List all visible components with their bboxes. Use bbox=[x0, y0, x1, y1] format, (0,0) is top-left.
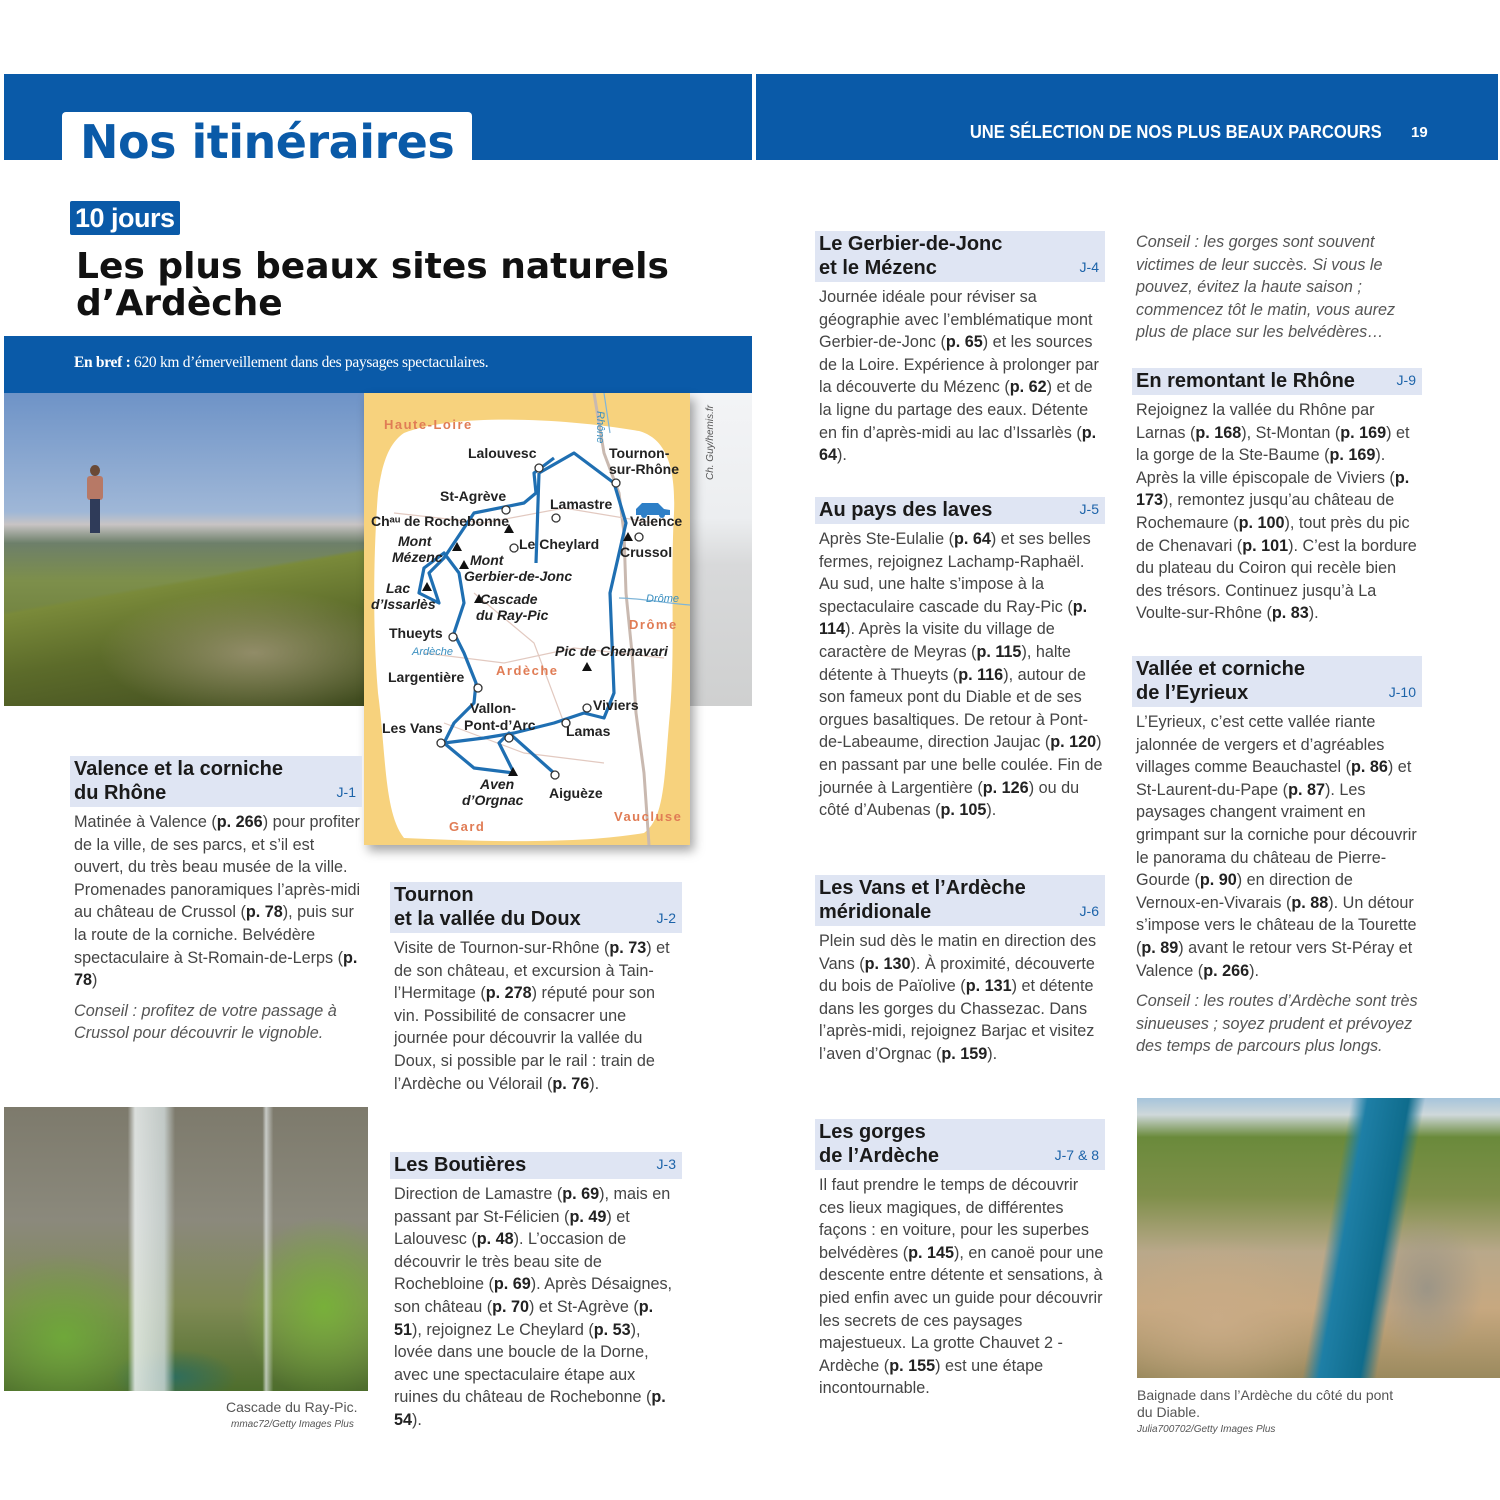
map-place-gerbier: Mont bbox=[470, 552, 504, 568]
day-title: Valence et la corniche bbox=[74, 758, 283, 780]
map-region-ardeche: Ardèche bbox=[496, 663, 559, 678]
section-title: Nos itinéraires bbox=[80, 115, 455, 169]
map-place-vallon-2: Pont-d’Arc bbox=[464, 717, 536, 733]
day-heading bbox=[815, 875, 1105, 926]
day-code: J-7 & 8 bbox=[1054, 1147, 1099, 1163]
cascade-credit: mmac72/Getty Images Plus bbox=[231, 1419, 354, 1430]
brief-summary bbox=[74, 354, 488, 372]
day-heading bbox=[390, 882, 682, 933]
day-heading bbox=[390, 1152, 682, 1179]
day-heading bbox=[815, 1119, 1105, 1170]
map-place-lalouvesc: Lalouvesc bbox=[468, 445, 537, 461]
map-place-tournon: Tournon- bbox=[609, 445, 670, 461]
brief-label: En bref : bbox=[74, 354, 131, 371]
map-place-rochebonne: Chᵃᵘ de Rochebonne bbox=[371, 513, 509, 529]
cascade-caption: Cascade du Ray-Pic. bbox=[226, 1399, 358, 1415]
map-place-mont-mezenc-2: Mézenc bbox=[392, 549, 443, 565]
map-place-mont-mezenc: Mont bbox=[398, 533, 432, 549]
day-title: Les Boutières bbox=[394, 1154, 527, 1176]
day-description: Journée idéale pour réviser sa géographie avec l’emblématique mont Gerbier-de-Jonc (p. 65) et les sources de la Loire. Expérience à prolonger par la découverte du Mézenc (p. 62) et de la ligne du partage des eaux. Détente en fin d’après-midi au lac d’Issarlès (p. 64). bbox=[819, 288, 1099, 465]
map-place-cascade-2: du Ray-Pic bbox=[476, 607, 549, 623]
map-place-cascade: Cascade bbox=[480, 591, 538, 607]
map-place-le-cheylard: Le Cheylard bbox=[519, 536, 600, 552]
river-caption bbox=[1137, 1387, 1393, 1421]
itinerary-day-2 bbox=[390, 882, 682, 1095]
map-place-aven-orgnac: Aven bbox=[480, 776, 515, 792]
map-place-vallon: Vallon- bbox=[470, 700, 516, 716]
day-tip: Conseil : les routes d’Ardèche sont très sinueuses ; soyez prudent et prévoyez des temps de parcours plus longs. bbox=[1136, 992, 1418, 1056]
day-tip: Conseil : profitez de votre passage à Crussol pour découvrir le vignoble. bbox=[74, 1001, 337, 1043]
day-code: J-9 bbox=[1396, 372, 1416, 388]
day-description: Après Ste-Eulalie (p. 64) et ses belles fermes, rejoignez Lachamp-Raphaël. Au sud, une halte s’impose à la spectaculaire cascade du Ray-Pic (p. 114). Après la visite du village de caractère de Meyras (p. 115), halte détente à Thueyts (p. 116), autour de son fameux pont du Diable et de ses orgues basaltiques. De retour à Pont-de-Labeaume, direction Jaujac (p. 120) en passant par une belle coulée. Fin de journée à Largentière (p. 126) ou du côté d’Aubenas (p. 105). bbox=[819, 530, 1103, 820]
itinerary-day-10 bbox=[1132, 656, 1422, 1058]
map-place-largentiere: Largentière bbox=[388, 669, 465, 685]
itinerary-day-5 bbox=[815, 497, 1105, 822]
header-band-right bbox=[756, 74, 1498, 160]
page-title bbox=[76, 248, 716, 322]
day-description: Il faut prendre le temps de découvrir ces lieux magiques, de différentes façons : en voiture, pour les superbes belvédères (p. 145), en canoë pour une descente entre détente et sensations, à pied enfin avec un guide pour découvrir les secrets de ces paysages majestueux. La grotte Chauvet 2 - Ardèche (p. 155) est une étape incontournable. bbox=[819, 1176, 1104, 1398]
river-caption-line2: du Diable. bbox=[1137, 1404, 1201, 1420]
day-title: En remontant le Rhône bbox=[1136, 370, 1355, 392]
map-place-crussol: Crussol bbox=[620, 544, 673, 560]
running-header: UNE SÉLECTION DE NOS PLUS BEAUX PARCOURS bbox=[970, 122, 1382, 142]
page-title-line2: d’Ardèche bbox=[76, 283, 283, 324]
day-description: Visite de Tournon-sur-Rhône (p. 73) et de son château, et excursion à Tain-l’Hermitage (p. 278) réputé pour son vin. Possibilité de consacrer une journée pour découvrir la vallée du Doux, si possible par le rail : train de l’Ardèche ou Vélorail (p. 76). bbox=[394, 939, 670, 1093]
map-region-haute-loire: Haute-Loire bbox=[384, 417, 473, 432]
cascade-photo bbox=[4, 1107, 368, 1391]
day-code: J-5 bbox=[1079, 501, 1099, 517]
day-heading bbox=[1132, 368, 1422, 395]
river-credit: Julia700702/Getty Images Plus bbox=[1137, 1424, 1276, 1435]
day-title: Au pays des laves bbox=[819, 499, 993, 521]
day-code: J-1 bbox=[336, 784, 356, 800]
day-description: Direction de Lamastre (p. 69), mais en passant par St-Félicien (p. 49) et Lalouvesc (p. 48). L’occasion de découvrir le très beau site de Rochebloine (p. 69). Après Désaignes, son château (p. 70) et St-Agrève (p. 51), rejoignez Le Cheylard (p. 53), lovée dans une boucle de la Dorne, avec une spectaculaire étape aux ruines du château de Rochebonne (p. 54). bbox=[394, 1185, 673, 1429]
day-code: J-6 bbox=[1079, 903, 1099, 919]
map-place-les-vans: Les Vans bbox=[382, 720, 443, 736]
day-title: Vallée et corniche bbox=[1136, 658, 1305, 680]
day-title: Les Vans et l’Ardèche bbox=[819, 877, 1026, 899]
map-region-vaucluse: Vaucluse bbox=[614, 809, 683, 824]
map-river-ardeche: Ardèche bbox=[412, 646, 453, 658]
page-number: 19 bbox=[1411, 124, 1428, 141]
map-place-tournon-2: sur-Rhône bbox=[609, 461, 679, 477]
day-heading bbox=[1132, 656, 1422, 707]
map-region-gard: Gard bbox=[449, 819, 486, 834]
day-title-2: de l’Ardèche bbox=[819, 1145, 940, 1167]
day-code: J-3 bbox=[656, 1156, 676, 1172]
day-title: Les gorges bbox=[819, 1121, 926, 1143]
map-place-st-agreve: St-Agrève bbox=[440, 488, 507, 504]
map-place-lac-issarles-2: d’Issarlès bbox=[371, 596, 436, 612]
hiker-figure bbox=[84, 465, 106, 535]
duration-badge: 10 jours bbox=[70, 201, 180, 235]
day-description: Plein sud dès le matin en direction des Vans (p. 130). À proximité, découverte du bois de Païolive (p. 131) et détente dans les gorges du Chassezac. Dans l’après-midi, rejoignez Barjac et visitez l’aven d’Orgnac (p. 159). bbox=[819, 932, 1097, 1063]
itinerary-day-9 bbox=[1132, 368, 1422, 625]
day-title-2: du Rhône bbox=[74, 782, 167, 804]
day-title: Tournon bbox=[394, 884, 474, 906]
map-place-gerbier-2: Gerbier-de-Jonc bbox=[464, 568, 573, 584]
map-place-aigueze: Aiguèze bbox=[549, 785, 603, 801]
day-description: Matinée à Valence (p. 266) pour profiter de la ville, de ses parcs, et s’il est ouvert, du très beau musée de la ville. Promenades panoramiques l’après-midi au château de Crussol (p. 78), puis sur la route de la corniche. Belvédère spectaculaire à St-Romain-de-Lerps (p. 78) bbox=[74, 813, 361, 990]
day-code: J-4 bbox=[1079, 259, 1099, 275]
day-heading bbox=[70, 756, 362, 807]
day-title: Le Gerbier-de-Jonc bbox=[819, 233, 1003, 255]
map-place-valence: Valence bbox=[630, 513, 683, 529]
map-place-aven-orgnac-2: d’Orgnac bbox=[462, 792, 524, 808]
itinerary-day-3 bbox=[390, 1152, 682, 1432]
page-title-line1: Les plus beaux sites naturels bbox=[76, 246, 669, 287]
day-title-2: de l’Eyrieux bbox=[1136, 682, 1249, 704]
map-place-lamastre: Lamastre bbox=[550, 496, 613, 512]
day-heading bbox=[815, 231, 1105, 282]
river-caption-line1: Baignade dans l’Ardèche du côté du pont bbox=[1137, 1387, 1394, 1403]
day-heading bbox=[815, 497, 1105, 524]
itinerary-day-1 bbox=[70, 756, 362, 1045]
day-title-2: et la vallée du Doux bbox=[394, 908, 581, 930]
river-photo bbox=[1137, 1098, 1500, 1378]
day-code: J-2 bbox=[656, 910, 676, 926]
map-region-drome: Drôme bbox=[629, 617, 678, 632]
itinerary-day-6 bbox=[815, 875, 1105, 1066]
day-description: L’Eyrieux, c’est cette vallée riante jalonnée de vergers et d’agréables villages comme Beauchastel (p. 86) et St-Laurent-du-Pape (p. 87). Les paysages changent vraiment en grimpant sur la corniche pour découvrir le panorama du château de Pierre-Gourde (p. 90) en direction de Vernoux-en-Vivarais (p. 88). Un détour s’impose vers le château de la Tourette (p. 89) avant le retour vers St-Péray et Valence (p. 266). bbox=[1136, 713, 1417, 980]
map-place-lac-issarles: Lac bbox=[386, 580, 411, 596]
gorges-tip: Conseil : les gorges sont souvent victimes de leur succès. Si vous le pouvez, évitez la haute saison ; commencez tôt le matin, vous aurez plus de place sur les belvédères… bbox=[1136, 233, 1396, 342]
map-place-pic-chenavari: Pic de Chenavari bbox=[555, 643, 668, 659]
hiker-photo bbox=[4, 393, 366, 706]
itinerary-day-7-8 bbox=[815, 1119, 1105, 1400]
day-code: J-10 bbox=[1388, 684, 1416, 700]
map-river-drome: Drôme bbox=[646, 593, 680, 605]
day-title-2: méridionale bbox=[819, 901, 932, 923]
map-place-viviers: Viviers bbox=[593, 697, 639, 713]
hiker-photo-right-strip bbox=[688, 393, 752, 706]
map-river-rhone: Rhône bbox=[594, 411, 606, 444]
map-place-thueyts: Thueyts bbox=[389, 625, 443, 641]
route-map bbox=[364, 393, 690, 845]
map-place-lamas: Lamas bbox=[566, 723, 611, 739]
day-title-2: et le Mézenc bbox=[819, 257, 937, 279]
photo-credit: Ch. Guy/hemis.fr bbox=[705, 405, 716, 481]
itinerary-day-4 bbox=[815, 231, 1105, 467]
brief-text: 620 km d’émerveillement dans des paysages spectaculaires. bbox=[130, 354, 489, 371]
day-description: Rejoignez la vallée du Rhône par Larnas (p. 168), St-Montan (p. 169) et la gorge de la Ste-Baume (p. 169). Après la ville épiscopale de Viviers (p. 173), remontez jusqu’au château de Rochemaure (p. 100), tout près du pic de Chenavari (p. 101). C’est la bordure du plateau du Coiron qui recèle bien des trésors. Continuez jusqu’à La Voulte-sur-Rhône (p. 83). bbox=[1136, 401, 1417, 623]
